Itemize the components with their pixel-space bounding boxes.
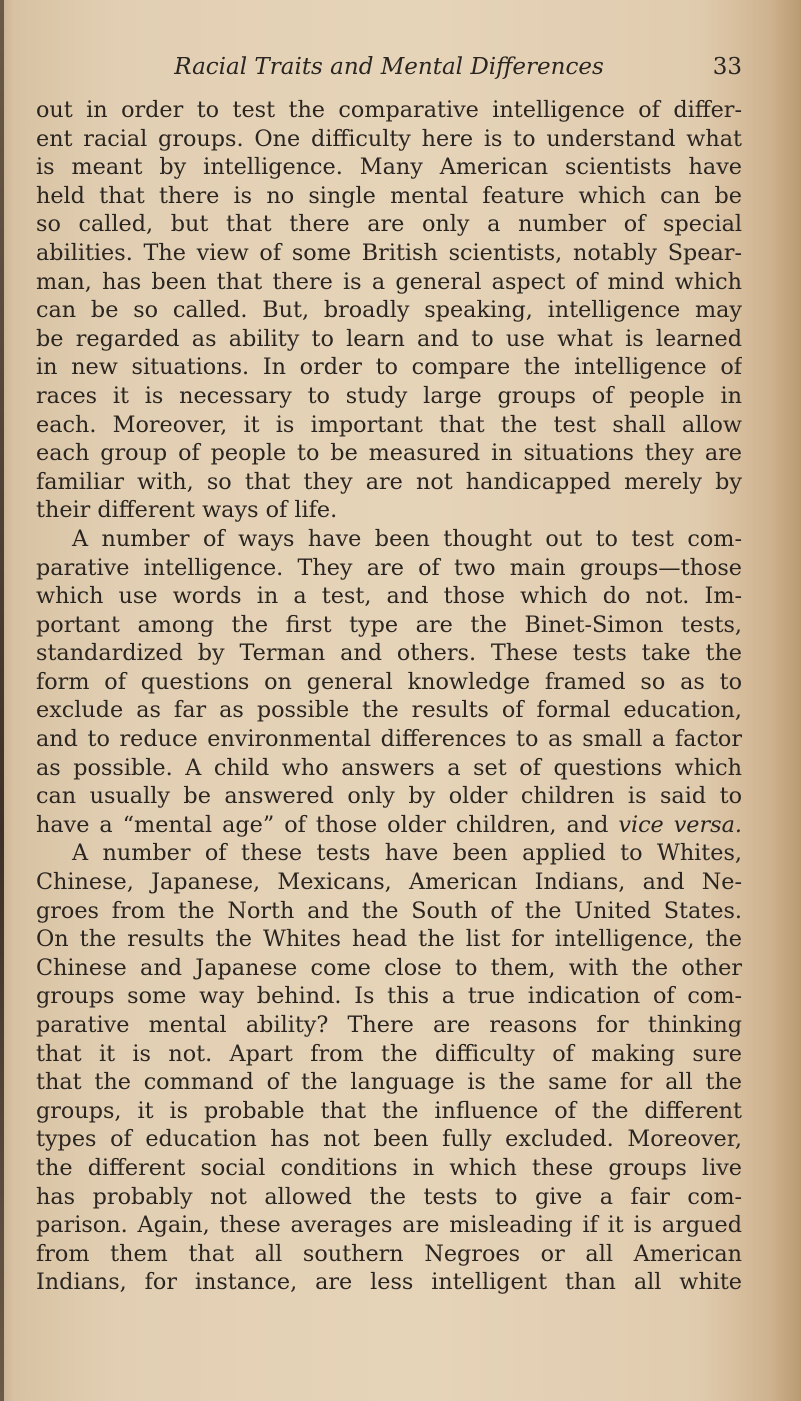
text-line: portant among the first type are the Binet-Simon tests, (36, 611, 742, 638)
text-line: which use words in a test, and those which do not. Im- (36, 583, 742, 610)
text-line: man, has been that there is a general aspect of mind which (36, 268, 742, 295)
text-line: so called, but that there are only a number of special (36, 211, 742, 238)
text-line: each group of people to be measured in situations they are (36, 440, 742, 467)
text-line-segment: have a “mental age” of those older children, and (36, 811, 619, 838)
text-line: and to reduce environmental differences to as small a factor (36, 726, 742, 753)
text-line: groups some way behind. Is this a true indication of com- (36, 983, 742, 1010)
text-line: familiar with, so that they are not handicapped merely by (36, 468, 742, 495)
text-line: parative intelligence. They are of two main groups—those (36, 554, 742, 581)
text-line: their different ways of life. (36, 497, 338, 524)
text-line: types of education has not been fully excluded. Moreover, (36, 1126, 742, 1153)
text-line: A number of ways have been thought out to test com- (72, 525, 742, 552)
text-line: A number of these tests have been applied to Whites, (72, 840, 742, 867)
text-line: exclude as far as possible the results of formal education, (36, 697, 742, 724)
text-line: On the results the Whites head the list for intelligence, the (36, 926, 742, 953)
text-line: form of questions on general knowledge framed so as to (36, 668, 742, 695)
text-line: held that there is no single mental feature which can be (36, 182, 742, 209)
text-line: groes from the North and the South of the United States. (36, 897, 742, 924)
text-line: can usually be answered only by older children is said to (36, 783, 742, 810)
body-text (36, 96, 742, 1297)
text-line: that the command of the language is the same for all the (36, 1069, 742, 1096)
text-line: from them that all southern Negroes or all American (36, 1240, 742, 1267)
text-line: the different social conditions in which these groups live (36, 1154, 742, 1181)
running-title: Racial Traits and Mental Differences (174, 54, 604, 80)
text-line: has probably not allowed the tests to give a fair com- (36, 1183, 742, 1210)
text-line: is meant by intelligence. Many American scientists have (36, 154, 742, 181)
italic-phrase: vice versa. (618, 811, 742, 838)
text-line: parison. Again, these averages are misleading if it is argued (36, 1212, 742, 1239)
text-line: Indians, for instance, are less intelligent than all white (36, 1269, 742, 1296)
text-line: abilities. The view of some British scientists, notably Spear- (36, 239, 742, 266)
running-head (36, 50, 742, 84)
text-line: Chinese and Japanese come close to them, with the other (36, 954, 742, 981)
text-line: each. Moreover, it is important that the test shall allow (36, 411, 742, 438)
text-line: races it is necessary to study large groups of people in (36, 382, 742, 409)
text-line: Chinese, Japanese, Mexicans, American Indians, and Ne- (36, 869, 742, 896)
text-line: groups, it is probable that the influence of the different (36, 1097, 742, 1124)
text-line: parative mental ability? There are reasons for thinking (36, 1012, 742, 1038)
text-line: in new situations. In order to compare the intelligence of (36, 354, 742, 381)
text-line: that it is not. Apart from the difficulty of making sure (36, 1040, 742, 1067)
text-line: can be so called. But, broadly speaking, intelligence may (36, 297, 742, 324)
page-binding-edge (0, 0, 4, 1401)
page-number: 33 (712, 54, 742, 80)
text-line (36, 811, 742, 840)
text-line: out in order to test the comparative intelligence of differ- (36, 97, 742, 123)
text-line: ent racial groups. One difficulty here is to understand what (36, 125, 742, 152)
text-line: standardized by Terman and others. These tests take the (36, 640, 742, 667)
text-line: be regarded as ability to learn and to use what is learned (36, 325, 742, 352)
text-line: as possible. A child who answers a set of questions which (36, 754, 742, 781)
